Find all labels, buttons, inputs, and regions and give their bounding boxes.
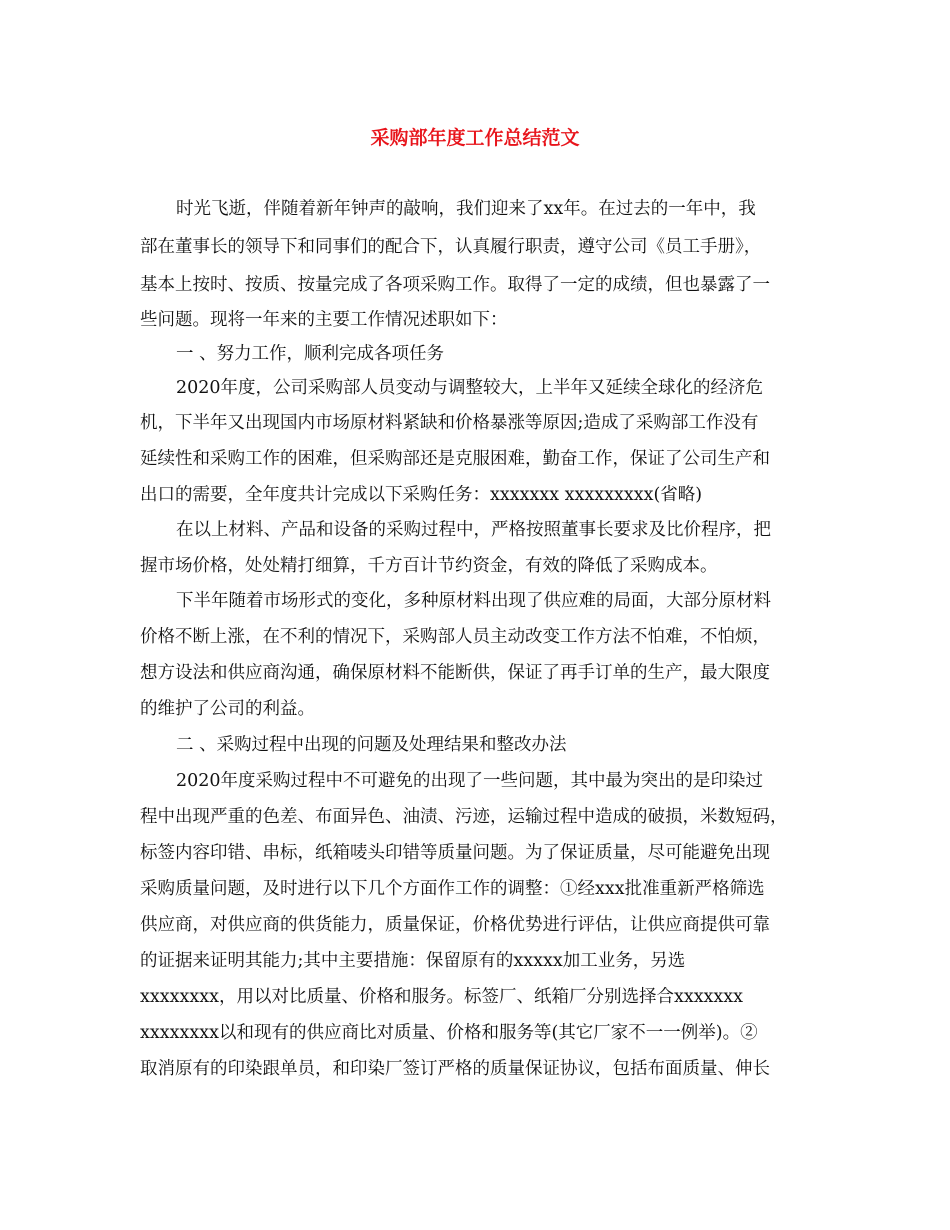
paragraph-line: 程中出现严重的色差、布面异色、油渍、污迹，运输过程中造成的破损，米数短码，	[140, 807, 788, 827]
paragraph-line: 在以上材料、产品和设备的采购过程中，严格按照董事长要求及比价程序，把	[176, 520, 771, 540]
paragraph-line: 出口的需要，全年度共计完成以下采购任务：xxxxxxx xxxxxxxxx(省略)	[140, 485, 703, 505]
paragraph-line: 采购质量问题，及时进行以下几个方面作工作的调整：①经xxx批准重新严格筛选	[140, 879, 765, 899]
paragraph-line: 机，下半年又出现国内市场原材料紧缺和价格暴涨等原因;造成了采购部工作没有	[140, 413, 759, 433]
section-heading: 二 、采购过程中出现的问题及处理结果和整改办法	[176, 735, 567, 755]
paragraph-line: xxxxxxxx，用以对比质量、价格和服务。标签厂、纸箱厂分别选择合xxxxxxx	[140, 987, 744, 1007]
section-heading: 一 、努力工作，顺利完成各项任务	[176, 344, 445, 364]
paragraph-line: 供应商，对供应商的供货能力，质量保证，价格优势进行评估，让供应商提供可靠	[140, 915, 770, 935]
paragraph-line: 基本上按时、按质、按量完成了各项采购工作。取得了一定的成绩，但也暴露了一	[140, 275, 770, 295]
paragraph-line: 的证据来证明其能力;其中主要措施：保留原有的xxxxx加工业务，另选	[140, 951, 686, 971]
paragraph-line: 价格不断上涨，在不利的情况下，采购部人员主动改变工作方法不怕难，不怕烦，	[140, 627, 770, 647]
paragraph-line: 延续性和采购工作的困难，但采购部还是克服困难，勤奋工作，保证了公司生产和	[140, 449, 770, 469]
paragraph-line: 标签内容印错、串标，纸箱唛头印错等质量问题。为了保证质量，尽可能避免出现	[140, 843, 770, 863]
paragraph-line: 下半年随着市场形式的变化，多种原材料出现了供应难的局面，大部分原材料	[176, 591, 771, 611]
paragraph-line: 取消原有的印染跟单员，和印染厂签订严格的质量保证协议，包括布面质量、伸长	[140, 1059, 770, 1079]
paragraph-line: 2020年度采购过程中不可避免的出现了一些问题，其中最为突出的是印染过	[176, 771, 764, 791]
paragraph-line: xxxxxxxx以和现有的供应商比对质量、价格和服务等(其它厂家不一一例举)。②	[140, 1023, 758, 1043]
document-title: 采购部年度工作总结范文	[370, 127, 580, 149]
paragraph-line: 的维护了公司的利益。	[140, 699, 315, 719]
paragraph-line: 2020年度，公司采购部人员变动与调整较大，上半年又延续全球化的经济危	[176, 378, 764, 398]
paragraph-line: 想方设法和供应商沟通，确保原材料不能断供，保证了再手订单的生产，最大限度	[140, 663, 770, 683]
paragraph-line: 时光飞逝，伴随着新年钟声的敲响，我们迎来了xx年。在过去的一年中，我	[176, 199, 756, 219]
paragraph-line: 握市场价格，处处精打细算，千方百计节约资金，有效的降低了采购成本。	[140, 556, 718, 576]
paragraph-line: 部在董事长的领导下和同事们的配合下，认真履行职责，遵守公司《员工手册》，	[140, 237, 762, 257]
paragraph-line: 些问题。现将一年来的主要工作情况述职如下：	[140, 310, 508, 330]
